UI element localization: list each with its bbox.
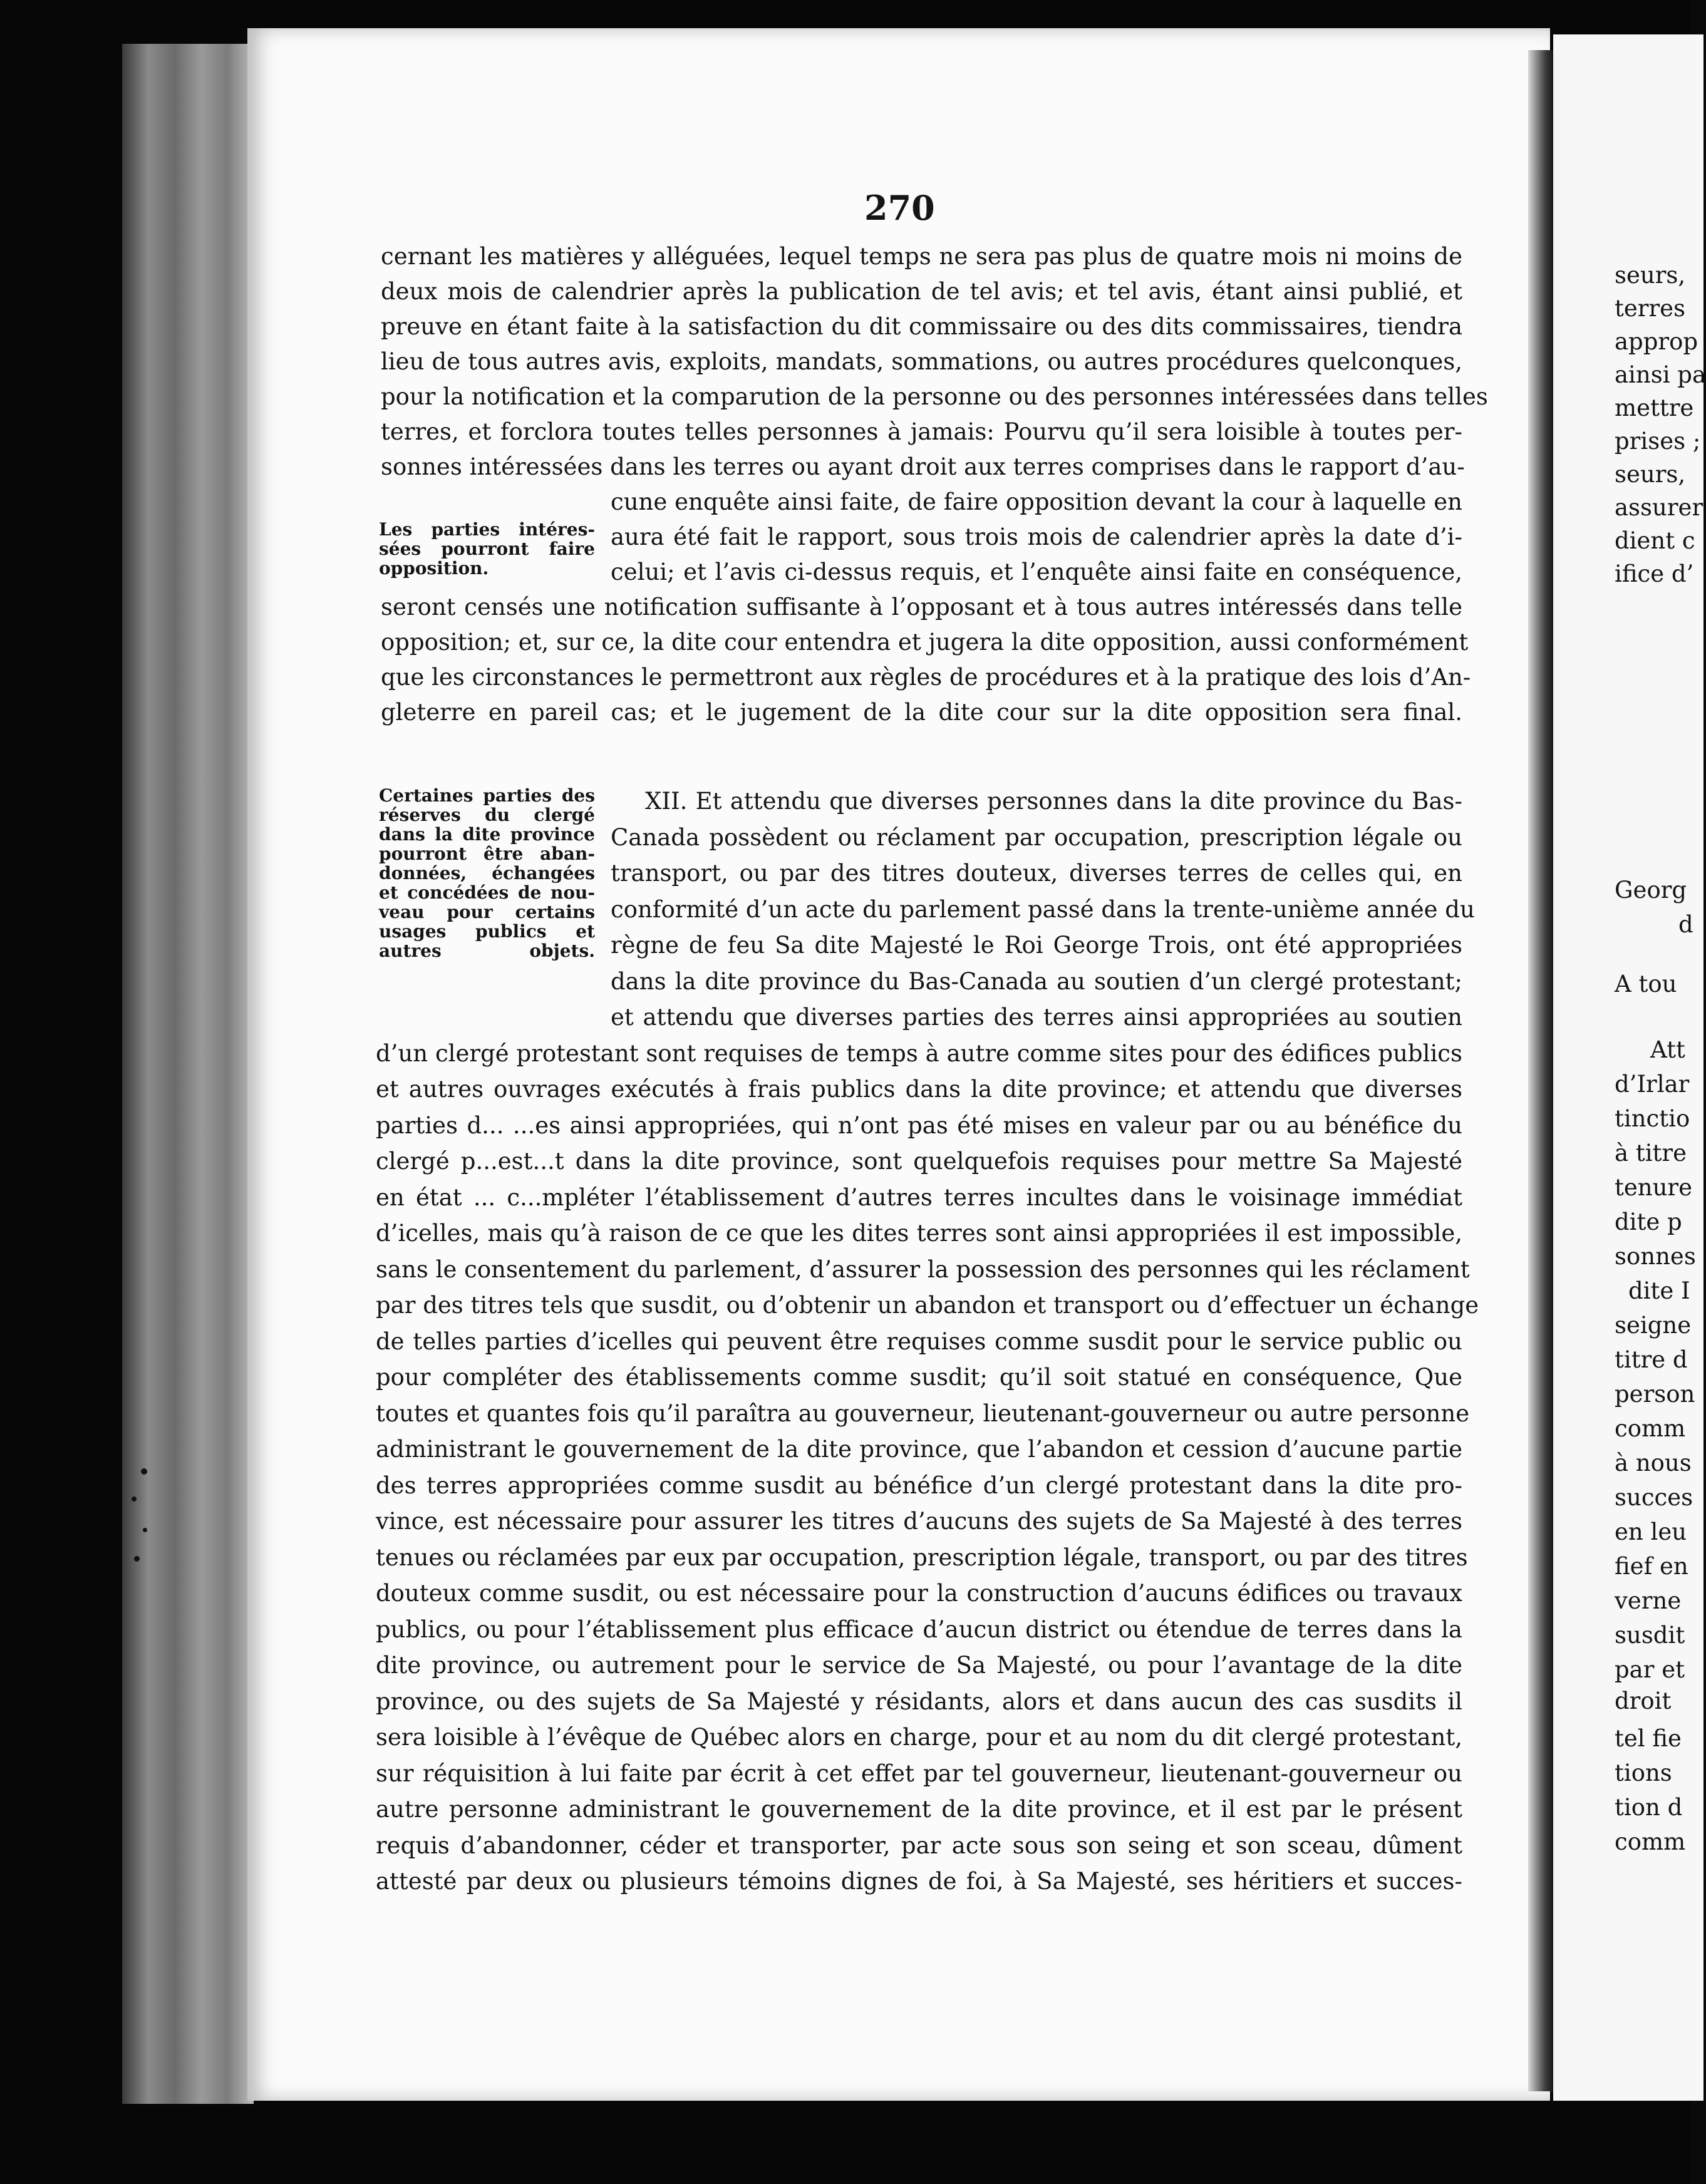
- body-text-line: de telles parties d’icelles qui peuvent être requises comme susdit pour le service public ou: [376, 1327, 1462, 1355]
- body-text-line: aura été fait le rapport, sous trois mois de calendrier après la date d’i-: [611, 523, 1462, 550]
- body-text-line: administrant le gouvernement de la dite province, que l’abandon et cession d’aucune partie: [376, 1436, 1462, 1463]
- right-page-fragment: titre d: [1615, 1346, 1688, 1373]
- page-number: 270: [864, 188, 935, 228]
- body-text-line: par des titres tels que susdit, ou d’obtenir un abandon et transport ou d’effectuer un échange: [376, 1292, 1479, 1319]
- body-text-line: gleterre en pareil cas; et le jugement de la dite cour sur la dite opposition sera final.: [381, 699, 1462, 726]
- right-page-fragment: approp: [1615, 328, 1698, 355]
- body-text-line: des terres appropriées comme susdit au bénéfice d’un clergé protestant dans la dite pro-: [376, 1471, 1462, 1499]
- body-text-line: et autres ouvrages exécutés à frais publics dans la dite province; et attendu que diverses: [376, 1076, 1462, 1103]
- body-text-line: conformité d’un acte du parlement passé dans la trente-unième année du: [611, 895, 1475, 923]
- body-text-line: douteux comme susdit, ou est nécessaire pour la construction d’aucuns édifices ou travaux: [376, 1580, 1462, 1607]
- body-text-line: dans la dite province du Bas-Canada au soutien d’un clergé protestant;: [611, 967, 1462, 995]
- body-text-line: sur réquisition à lui faite par écrit à cet effet par tel gouverneur, lieutenant-gouverneur ou: [376, 1759, 1462, 1787]
- margin-note-line: Certaines parties des: [379, 785, 595, 806]
- margin-note-line: veau pour certains: [379, 902, 595, 922]
- right-page-fragment: dite I: [1628, 1277, 1690, 1304]
- body-text-line: sonnes intéressées dans les terres ou ayant droit aux terres comprises dans le rapport d’au-: [381, 453, 1465, 480]
- body-text-line: dite province, ou autrement pour le service de Sa Majesté, ou pour l’avantage de la dite: [376, 1652, 1462, 1679]
- body-text-line: clergé p...est...t dans la dite province, sont quelquefois requises pour mettre Sa Majesté: [376, 1148, 1462, 1175]
- body-text-line: pour compléter des établissements comme susdit; qu’il soit statué en conséquence, Que: [376, 1364, 1462, 1391]
- body-text-line: règne de feu Sa dite Majesté le Roi George Trois, ont été appropriées: [611, 932, 1462, 959]
- body-text-line: lieu de tous autres avis, exploits, mandats, sommations, ou autres procédures quelconques,: [381, 348, 1462, 375]
- right-page-fragment: susdit: [1615, 1622, 1685, 1649]
- right-page-fragment: Georg: [1615, 877, 1687, 904]
- right-page-fragment: mettre: [1615, 394, 1694, 421]
- right-page-fragment: verne: [1615, 1587, 1682, 1614]
- scan-speck: [141, 1468, 147, 1475]
- right-page-fragment: à nous: [1615, 1450, 1692, 1476]
- body-text-line: XII. Et attendu que diverses personnes dans la dite province du Bas-: [645, 788, 1462, 815]
- right-page-fragment: comm: [1615, 1415, 1686, 1442]
- right-page-fragment: Att: [1650, 1036, 1685, 1063]
- body-text-line: en état ... c...mpléter l’établissement d’autres terres incultes dans le voisinage immédiat: [376, 1183, 1462, 1211]
- right-page-fragment: fief en: [1615, 1553, 1688, 1580]
- body-text-line: vince, est nécessaire pour assurer les titres d’aucuns des sujets de Sa Majesté à des terres: [376, 1508, 1462, 1535]
- margin-note-line: pourront être aban-: [379, 843, 595, 864]
- scan-speck: [132, 1496, 137, 1502]
- right-page-fragment: prises ;: [1615, 428, 1701, 455]
- right-page-fragment: dite p: [1615, 1208, 1682, 1235]
- margin-note-line: opposition.: [379, 558, 489, 579]
- scan-speck: [143, 1528, 147, 1532]
- body-text-line: d’un clergé protestant sont requises de temps à autre comme sites pour des édifices publics: [376, 1039, 1462, 1067]
- scan-speck: [134, 1556, 140, 1562]
- right-page-fragment: seurs,: [1615, 461, 1686, 488]
- right-page-fragment: ainsi pa: [1615, 361, 1706, 388]
- margin-note-line: Les parties intéres-: [379, 519, 595, 540]
- right-page-fragment: par et: [1615, 1656, 1685, 1683]
- right-page-fragment: ifice d’: [1615, 560, 1694, 587]
- margin-note-line: autres objets.: [379, 940, 595, 961]
- right-page-fragment: tinctio: [1615, 1105, 1690, 1132]
- margin-note-line: et concédées de nou-: [379, 882, 595, 903]
- right-page-fragment: terres: [1615, 295, 1686, 322]
- right-page-fragment: à titre: [1615, 1140, 1687, 1167]
- right-page-fragment: A tou: [1615, 971, 1677, 997]
- body-text-line: pour la notification et la comparution de la personne ou des personnes intéressées dans telles: [381, 383, 1488, 410]
- body-text-line: opposition; et, sur ce, la dite cour entendra et jugera la dite opposition, aussi conformément: [381, 629, 1469, 656]
- right-page-fragment: en leu: [1615, 1518, 1687, 1545]
- right-page-fragment: seigne: [1615, 1312, 1692, 1339]
- book-gutter: [1528, 50, 1553, 2091]
- body-text-line: province, ou des sujets de Sa Majesté y résidants, alors et dans aucun des cas susdits il: [376, 1687, 1462, 1715]
- body-text-line: parties d... ...es ainsi appropriées, qui n’ont pas été mises en valeur par ou au bénéfice du: [376, 1111, 1462, 1139]
- body-text-line: Canada possèdent ou réclament par occupation, prescription légale ou: [611, 823, 1462, 851]
- right-page-fragment: assurer: [1615, 494, 1703, 521]
- body-text-line: d’icelles, mais qu’à raison de ce que les dites terres sont ainsi appropriées il est impossible,: [376, 1220, 1462, 1247]
- body-text-line: publics, ou pour l’établissement plus efficace d’aucun district ou étendue de terres dans la: [376, 1615, 1462, 1643]
- body-text-line: celui; et l’avis ci-dessus requis, et l’enquête ainsi faite en conséquence,: [611, 559, 1462, 585]
- right-page-fragment: sonnes: [1615, 1243, 1696, 1270]
- right-page-fragment: person: [1615, 1381, 1695, 1408]
- margin-note-line: données, échangées: [379, 863, 595, 883]
- body-text-line: cernant les matières y alléguées, lequel temps ne sera pas plus de quatre mois ni moins de: [381, 243, 1462, 270]
- body-text-line: transport, ou par des titres douteux, diverses terres de celles qui, en: [611, 860, 1462, 887]
- right-page-fragment: droit: [1615, 1687, 1672, 1714]
- body-text-line: preuve en étant faite à la satisfaction du dit commissaire ou des dits commissaires, tiendra: [381, 313, 1462, 340]
- body-text-line: autre personne administrant le gouvernement de la dite province, et il est par le présent: [376, 1796, 1462, 1823]
- body-text-line: terres, et forclora toutes telles personnes à jamais: Pourvu qu’il sera loisible à toutes per-: [381, 418, 1462, 445]
- right-page-fragment: tion d: [1615, 1794, 1683, 1821]
- body-text-line: sera loisible à l’évêque de Québec alors en charge, pour et au nom du dit clergé protestant,: [376, 1724, 1462, 1751]
- right-page-fragment: tions: [1615, 1759, 1672, 1786]
- body-text-line: tenues ou réclamées par eux par occupation, prescription légale, transport, ou par des titres: [376, 1543, 1468, 1571]
- body-text-line: deux mois de calendrier après la publication de tel avis; et tel avis, étant ainsi publié, et: [381, 278, 1462, 305]
- body-text-line: toutes et quantes fois qu’il paraîtra au gouverneur, lieutenant-gouverneur ou autre personne: [376, 1399, 1470, 1427]
- right-page-fragment: d’Irlar: [1615, 1071, 1690, 1098]
- right-page-fragment: tel fie: [1615, 1725, 1682, 1752]
- book-page-edge: [122, 44, 254, 2104]
- body-text-line: et attendu que diverses parties des terres ainsi appropriées au soutien: [611, 1004, 1462, 1031]
- right-page-fragment: succes: [1615, 1484, 1693, 1511]
- body-text-line: requis d’abandonner, céder et transporter, par acte sous son seing et son sceau, dûment: [376, 1831, 1462, 1859]
- right-page-fragment: seurs,: [1615, 262, 1686, 289]
- body-text-line: cune enquête ainsi faite, de faire opposition devant la cour à laquelle en: [611, 488, 1462, 515]
- margin-note-line: réserves du clergé: [379, 805, 595, 825]
- body-text-line: que les circonstances le permettront aux règles de procédures et à la pratique des lois d’An-: [381, 664, 1471, 691]
- margin-note-line: sées pourront faire: [379, 538, 595, 559]
- margin-note-line: dans la dite province: [379, 824, 595, 845]
- body-text-line: seront censés une notification suffisante à l’opposant et à tous autres intéressés dans telle: [381, 594, 1462, 621]
- margin-note-line: usages publics et: [379, 921, 595, 942]
- right-page-fragment: tenure: [1615, 1174, 1693, 1201]
- right-page-fragment: dient c: [1615, 527, 1695, 554]
- right-page-fragment: comm: [1615, 1828, 1686, 1855]
- body-text-line: attesté par deux ou plusieurs témoins dignes de foi, à Sa Majesté, ses héritiers et succes-: [376, 1868, 1462, 1895]
- body-text-line: sans le consentement du parlement, d’assurer la possession des personnes qui les réclament: [376, 1255, 1470, 1283]
- right-page-fragment: d: [1678, 911, 1693, 938]
